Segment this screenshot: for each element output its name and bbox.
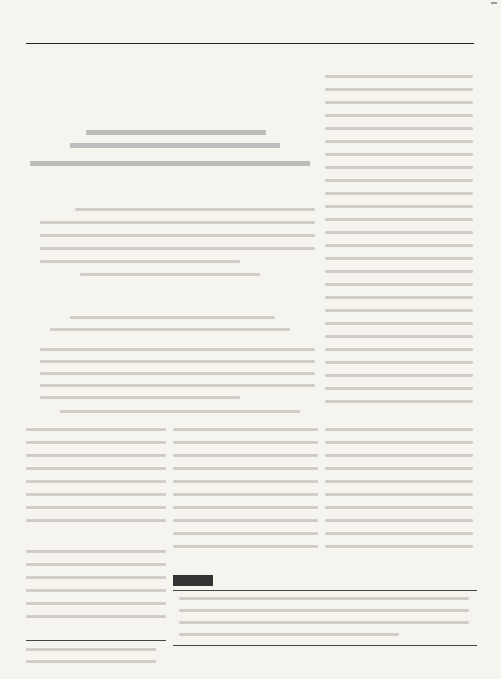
body-line-right	[325, 205, 473, 208]
body-line-right	[325, 127, 473, 130]
source-stamp	[491, 2, 497, 4]
running-header	[26, 25, 474, 44]
body-line-right	[325, 322, 473, 325]
body-line-right	[325, 231, 473, 234]
abstract-line	[40, 234, 315, 237]
english-abstract-line	[40, 372, 315, 375]
body-line-left	[26, 519, 166, 522]
body-line-mid	[173, 467, 318, 470]
body-line-right	[325, 88, 473, 91]
body-line-right	[325, 428, 473, 431]
body-line-left	[26, 602, 166, 605]
abstract-line	[40, 221, 315, 224]
english-keywords-line	[60, 410, 300, 413]
body-line-left	[26, 589, 166, 592]
advertisement-box	[173, 590, 477, 646]
body-line-left	[26, 550, 166, 553]
body-line-right	[325, 387, 473, 390]
body-line-mid	[173, 441, 318, 444]
english-abstract-line	[40, 396, 240, 399]
body-line-mid	[173, 480, 318, 483]
body-line-right	[325, 179, 473, 182]
footnote-line	[26, 648, 156, 651]
body-line-right	[325, 374, 473, 377]
body-line-right	[325, 166, 473, 169]
classification-placeholder	[30, 161, 310, 166]
body-line-right	[325, 192, 473, 195]
body-line-right	[325, 506, 473, 509]
body-line-left	[26, 428, 166, 431]
body-line-left	[26, 441, 166, 444]
body-line-mid	[173, 493, 318, 496]
ad-line	[179, 621, 469, 624]
body-line-left	[26, 493, 166, 496]
body-line-right	[325, 140, 473, 143]
english-abstract-line	[40, 384, 315, 387]
body-line-right	[325, 454, 473, 457]
body-line-left	[26, 615, 166, 618]
affiliation-placeholder	[70, 143, 280, 148]
body-line-right	[325, 493, 473, 496]
abstract-line	[40, 247, 315, 250]
ad-line	[179, 633, 399, 636]
abstract-line	[75, 208, 315, 211]
body-line-mid	[173, 428, 318, 431]
body-line-mid	[173, 506, 318, 509]
body-line-right	[325, 218, 473, 221]
body-line-right	[325, 283, 473, 286]
body-line-mid	[173, 545, 318, 548]
ad-line	[179, 609, 469, 612]
body-line-right	[325, 545, 473, 548]
body-line-left	[26, 576, 166, 579]
body-line-left	[26, 506, 166, 509]
body-line-mid	[173, 532, 318, 535]
keywords-line	[80, 273, 260, 276]
body-line-left	[26, 454, 166, 457]
authors-placeholder	[86, 130, 266, 135]
body-line-right	[325, 101, 473, 104]
body-line-right	[325, 400, 473, 403]
ad-line	[179, 597, 469, 600]
body-line-right	[325, 519, 473, 522]
body-line-right	[325, 114, 473, 117]
body-line-left	[26, 563, 166, 566]
footnote-rule	[26, 640, 166, 641]
body-line-right	[325, 309, 473, 312]
body-line-right	[325, 467, 473, 470]
body-line-right	[325, 335, 473, 338]
body-line-right	[325, 480, 473, 483]
english-abstract-line	[40, 360, 315, 363]
body-line-right	[325, 348, 473, 351]
body-line-right	[325, 361, 473, 364]
body-line-mid	[173, 454, 318, 457]
body-line-right	[325, 257, 473, 260]
english-affiliation-line	[50, 328, 290, 331]
body-line-right	[325, 244, 473, 247]
body-line-right	[325, 296, 473, 299]
body-line-right	[325, 270, 473, 273]
english-authors-line	[70, 316, 275, 319]
body-line-mid	[173, 519, 318, 522]
body-line-right	[325, 441, 473, 444]
body-line-right	[325, 532, 473, 535]
footnote-line	[26, 660, 156, 663]
box-heading	[173, 575, 213, 586]
body-line-left	[26, 480, 166, 483]
english-abstract-line	[40, 348, 315, 351]
body-line-left	[26, 467, 166, 470]
body-line-right	[325, 75, 473, 78]
abstract-line	[40, 260, 240, 263]
body-line-right	[325, 153, 473, 156]
